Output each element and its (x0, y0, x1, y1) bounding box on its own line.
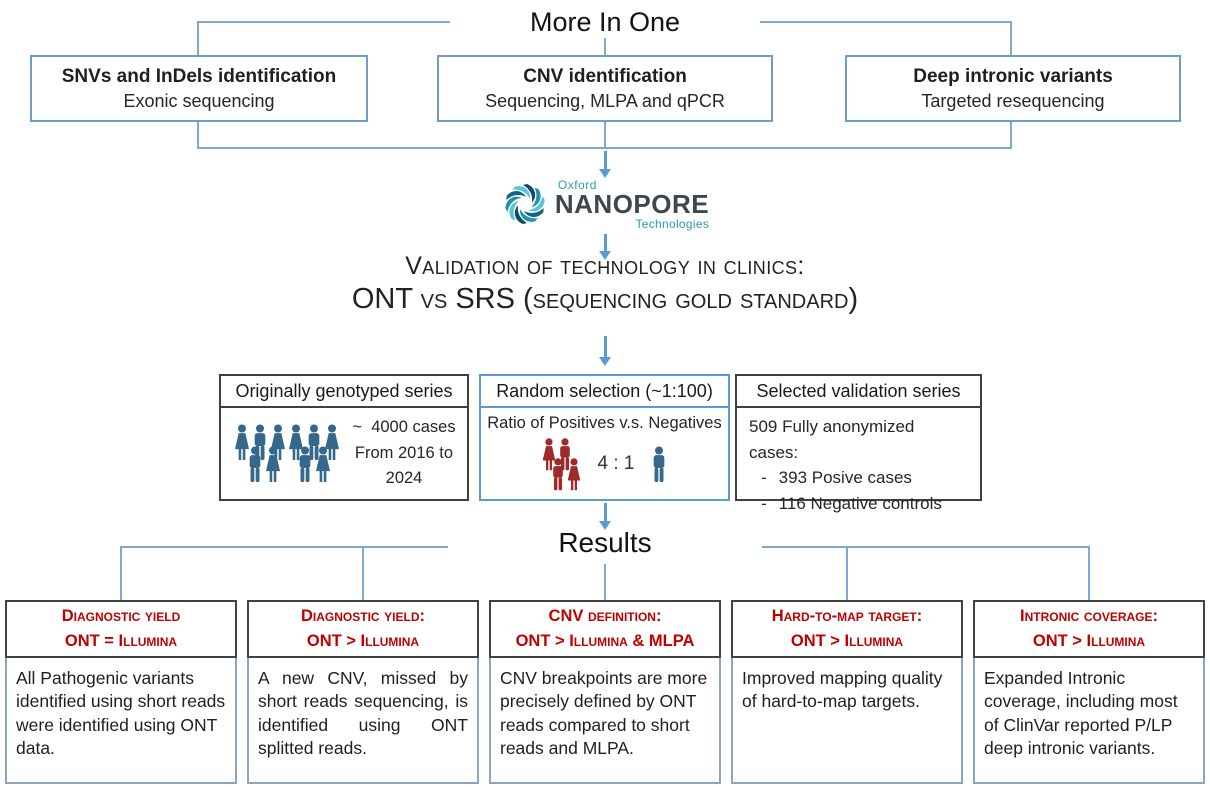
results-title: Results (448, 527, 762, 559)
ratio-caption: Ratio of Positives v.s. Negatives (487, 414, 722, 432)
result-box-hard-to-map (731, 600, 963, 784)
result-box-4-header-line2: ONT > Illumina (790, 632, 904, 650)
positive-cases-count: 393 Posive cases (778, 468, 912, 487)
box-original-series (219, 374, 469, 501)
connector-center-stub (604, 120, 606, 149)
connector-top-left (198, 21, 450, 23)
result-box-1-body: All Pathogenic variants identified using short reads were identified using ONT data. (5, 658, 237, 784)
validation-heading-line1: Validation of technology in clinics: (405, 252, 805, 280)
list-bullet: - (761, 468, 767, 487)
box-deep-intronic-title: Deep intronic variants (913, 65, 1113, 87)
person-male-icon (245, 446, 265, 483)
box-validation-series-body (737, 408, 980, 522)
box-validation-series-title: Selected validation series (737, 376, 980, 408)
validation-heading-line2: ONT vs SRS (sequencing gold standard) (351, 283, 859, 315)
box-original-series-title: Originally genotyped series (221, 376, 467, 408)
arrow-to-logo (599, 151, 611, 178)
result-box-5-header-line2: ONT > Illumina (1032, 632, 1146, 650)
result-box-3-body: CNV breakpoints are more precisely defined by ONT reads compared to short reads and MLPA. (489, 658, 721, 784)
cases-pictogram (233, 424, 341, 483)
ratio-value: 4 : 1 (597, 453, 635, 474)
box-snv-indel (30, 55, 368, 122)
cases-period: From 2016 to 2024 (354, 443, 454, 488)
logo-technologies-text: Technologies (635, 216, 710, 231)
arrow-to-validation (599, 234, 611, 260)
nanopore-swirl-icon (501, 180, 549, 228)
result-box-3-header-line1: CNV definition: (548, 607, 662, 626)
result-box-intronic-coverage (973, 600, 1205, 784)
box-snv-indel-title: SNVs and InDels identification (61, 65, 337, 87)
list-item (749, 465, 968, 491)
result-box-5-header-line1: Intronic coverage: (1019, 607, 1158, 626)
box-cnv-identification-subtitle: Sequencing, MLPA and qPCR (485, 90, 725, 111)
box-snv-indel-subtitle: Exonic sequencing (123, 90, 275, 111)
result-box-diagnostic-greater (247, 600, 479, 784)
logo-oxford-text: Oxford (557, 178, 597, 192)
box-cnv-identification (437, 55, 773, 122)
result-box-1-header-line1: Diagnostic yield (61, 607, 181, 626)
result-box-cnv-definition (489, 600, 721, 784)
validation-series-line1: 509 Fully anonymized cases: (749, 417, 915, 462)
oxford-nanopore-logo (0, 178, 1210, 231)
box-original-series-body (221, 408, 467, 499)
arrow-to-results (599, 503, 611, 530)
person-female-icon (313, 446, 333, 483)
results-drop-3 (604, 564, 606, 600)
results-drop-1 (120, 546, 122, 600)
person-female-icon (263, 446, 283, 483)
person-male-icon (649, 446, 669, 483)
person-female-icon (565, 458, 583, 491)
result-box-2-header (247, 600, 479, 658)
box-random-selection (479, 374, 730, 501)
result-box-4-header (731, 600, 963, 658)
box-deep-intronic-subtitle: Targeted resequencing (921, 90, 1105, 111)
result-box-5-header (973, 600, 1205, 658)
result-box-3-header (489, 600, 721, 658)
list-item (749, 491, 968, 517)
logo-nanopore-text: NANOPORE (554, 189, 710, 219)
box-deep-intronic (845, 55, 1181, 122)
pictogram-gap (282, 446, 296, 483)
result-box-1-header (5, 600, 237, 658)
negative-controls-count: 116 Negative controls (778, 493, 942, 513)
result-box-2-header-line1: Diagnostic yield: (300, 607, 425, 626)
box-random-selection-title: Random selection (~1:100) (481, 376, 728, 408)
result-box-5-body: Expanded Intronic coverage, including most of ClinVar reported P/LP deep intronic variants. (973, 658, 1205, 784)
result-box-2-header-line2: ONT > Illumina (306, 632, 420, 650)
box-random-selection-body (481, 408, 728, 499)
positives-pictogram (541, 438, 582, 491)
person-male-icon (295, 446, 315, 483)
logo-text-block (555, 178, 709, 231)
result-box-diagnostic-equal (5, 600, 237, 784)
arrow-to-cohort (599, 336, 611, 366)
cases-text (349, 415, 459, 492)
more-in-one-title: More In One (450, 7, 760, 38)
result-box-2-body: A new CNV, missed by short reads sequencing, is identified using ONT splitted reads. (247, 658, 479, 784)
list-bullet: - (761, 493, 767, 513)
cases-count: ~ 4000 cases (352, 418, 456, 437)
results-rail-left (120, 546, 448, 548)
result-box-3-header-line2: ONT > Illumina & MLPA (515, 632, 695, 650)
results-rail-right (762, 546, 1090, 548)
result-box-4-header-line1: Hard-to-map target: (771, 607, 923, 626)
results-drop-2 (362, 546, 364, 600)
results-drop-5 (1088, 546, 1090, 600)
box-validation-series (735, 374, 982, 513)
negatives-pictogram (650, 446, 668, 483)
results-drop-4 (846, 546, 848, 600)
box-cnv-identification-title: CNV identification (523, 65, 687, 87)
ratio-row (487, 433, 722, 495)
result-box-1-header-line2: ONT = Illumina (64, 632, 178, 650)
result-box-4-body: Improved mapping quality of hard-to-map targets. (731, 658, 963, 784)
connector-top-right (760, 21, 1012, 23)
